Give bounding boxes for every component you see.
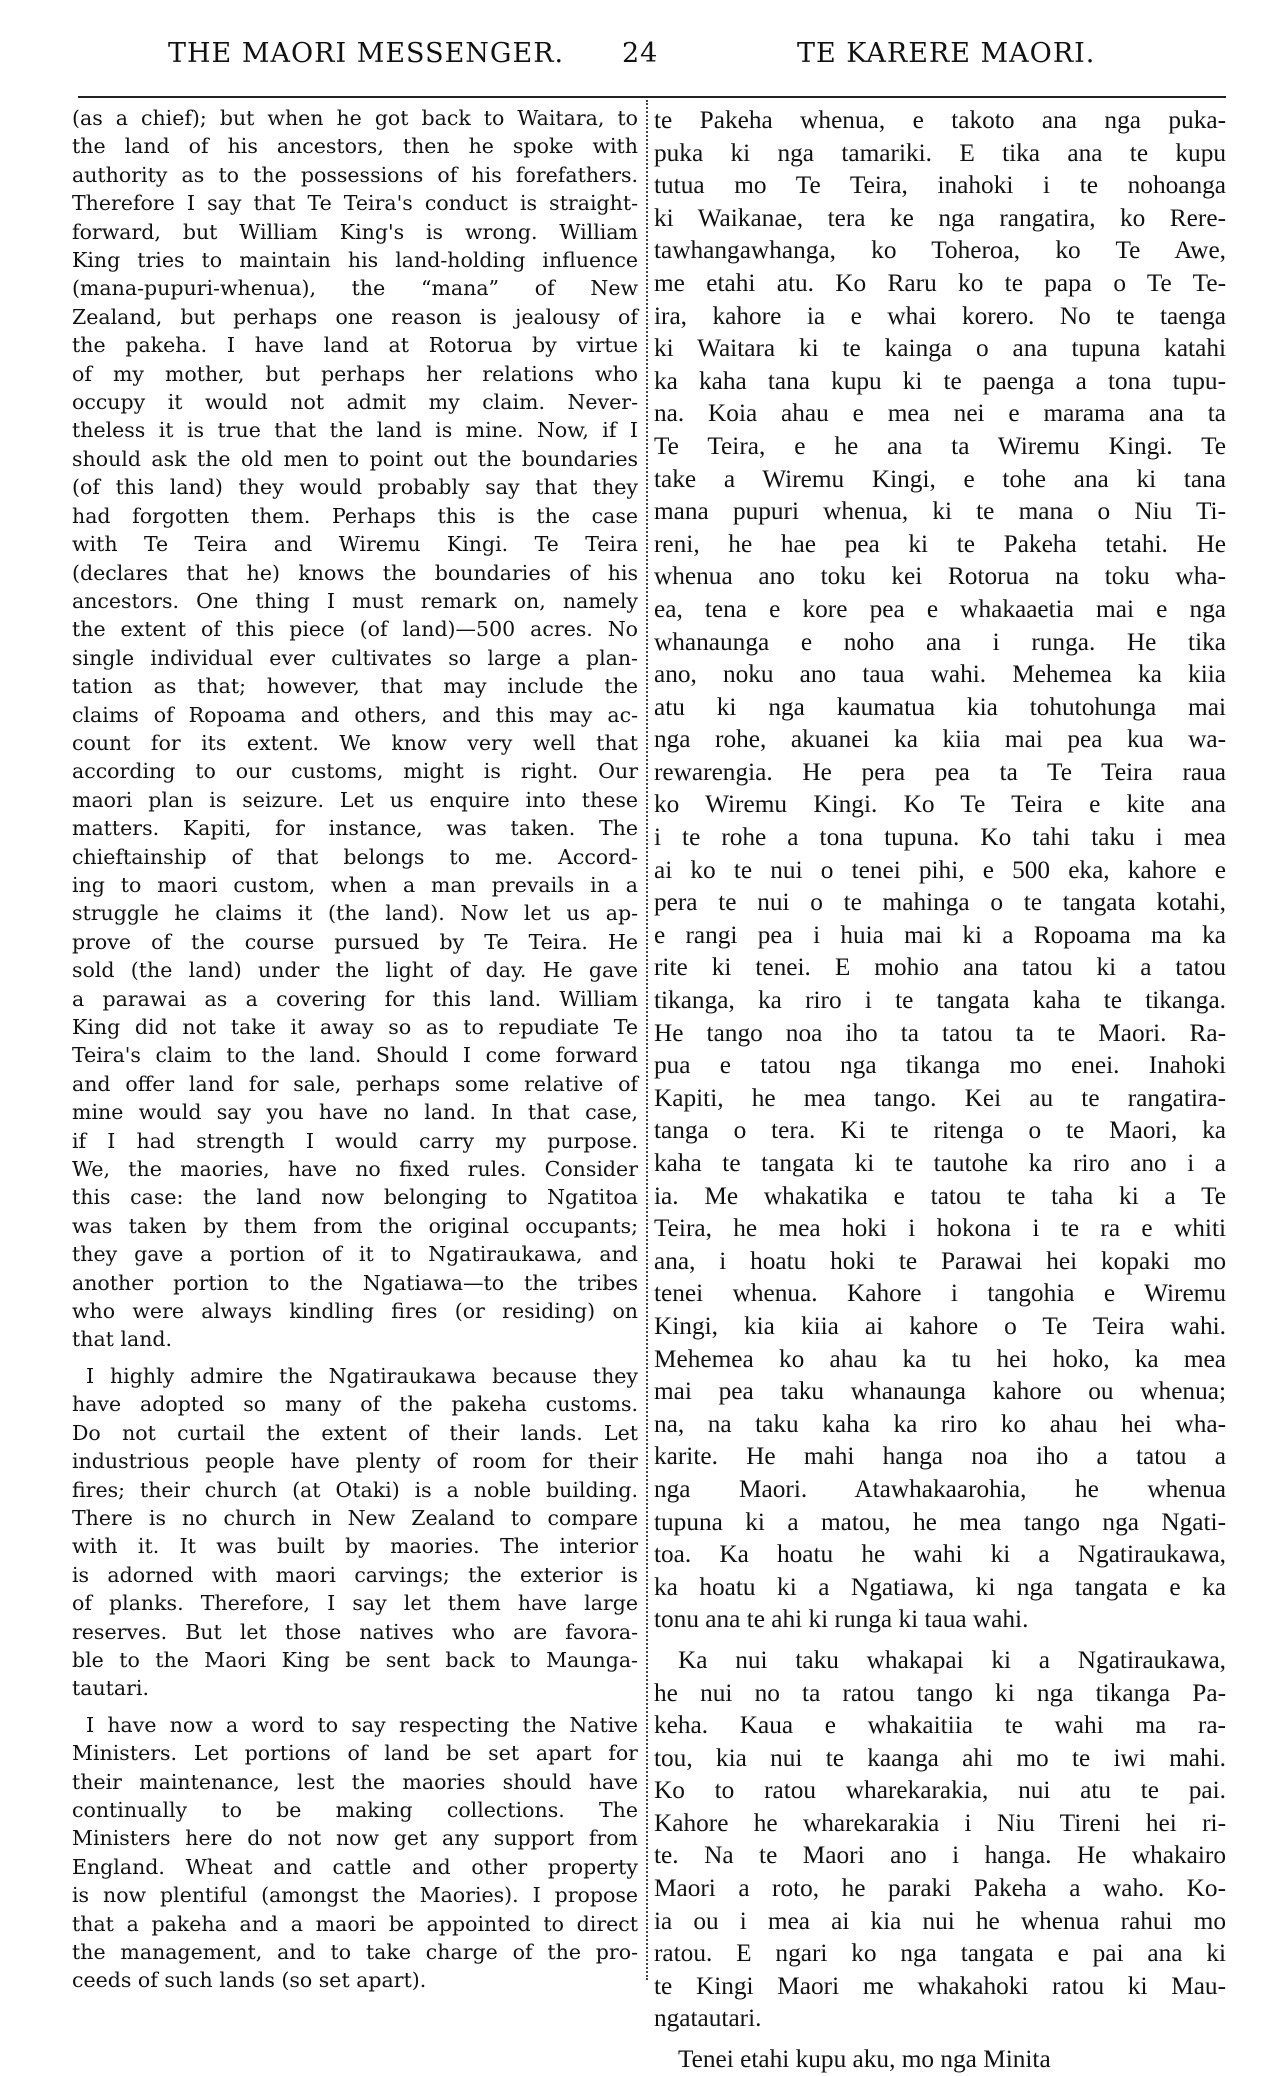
english-text-line: the extent of this piece (of land)—500 acres. No — [72, 617, 638, 642]
english-text-line: claims of Ropoama and others, and this may ac- — [72, 702, 638, 727]
english-paragraph — [72, 1362, 638, 1703]
maori-text-line: tou, kia nui te kaanga ahi mo te iwi mahi. — [654, 1743, 1226, 1772]
english-text-line: Ministers. Let portions of land be set apart for — [72, 1741, 638, 1766]
maori-paragraph — [654, 2043, 1226, 2076]
english-column — [72, 104, 638, 1993]
maori-text-line: tanga o tera. Ki te ritenga o te Maori, ka — [654, 1116, 1226, 1145]
english-text-line: matters. Kapiti, for instance, was taken. The — [72, 816, 638, 841]
maori-text-line: mana pupuri whenua, ki te mana o Niu Ti- — [654, 497, 1226, 526]
maori-text-line: toa. Ka hoatu he wahi ki a Ngatiraukawa, — [654, 1540, 1226, 1569]
english-text-line: with it. It was built by maories. The interior — [72, 1534, 638, 1559]
english-text-line: prove of the course pursued by Te Teira. He — [72, 929, 638, 954]
maori-text-line: Ka nui taku whakapai ki a Ngatiraukawa, — [678, 1645, 1226, 1674]
english-text-line: Do not curtail the extent of their lands. Let — [72, 1420, 638, 1445]
english-text-line: Ministers here do not now get any support from — [72, 1826, 638, 1851]
english-text-line: who were always kindling fires (or residing) on — [72, 1299, 638, 1324]
english-text-line: reserves. But let those natives who are favora- — [72, 1619, 638, 1644]
maori-text-line: Kingi, kia kiia ai kahore o Te Teira wahi. — [654, 1311, 1226, 1340]
maori-text-line: kaha te tangata ki te tautohe ka riro ano i a — [654, 1149, 1226, 1177]
english-text-line: King did not take it away so as to repudiate Te — [72, 1015, 638, 1039]
maori-text-line: rite ki tenei. E mohio ana tatou ki a tatou — [654, 953, 1226, 982]
header-rule — [78, 96, 1226, 98]
english-text-line: (mana-pupuri-whenua), the “mana” of New — [72, 276, 638, 301]
english-text-line: the management, and to take charge of the pro- — [72, 1940, 638, 1964]
maori-text-line: na. Koia ahau e mea nei e marama ana ta — [654, 399, 1226, 428]
maori-text-line: tonu ana te ahi ki runga ki taua wahi. — [654, 1605, 1029, 1634]
maori-text-line: nga Maori. Atawhakaarohia, he whenua — [654, 1474, 1226, 1503]
english-text-line: forward, but William King's is wrong. William — [72, 219, 638, 244]
maori-text-line: Ko to ratou wharekarakia, nui atu te pai. — [654, 1776, 1226, 1805]
english-text-line: of planks. Therefore, I say let them have large — [72, 1591, 638, 1616]
maori-text-line: Maori a roto, he paraki Pakeha a waho. Ko- — [654, 1874, 1226, 1903]
english-text-line: industrious people have plenty of room for their — [72, 1449, 638, 1474]
header-english-title: THE MAORI MESSENGER. — [168, 38, 565, 69]
english-text-line: a parawai as a covering for this land. William — [72, 986, 638, 1011]
english-text-line: count for its extent. We know very well that — [72, 730, 638, 755]
english-text-line: tautari. — [72, 1676, 149, 1701]
maori-text-line: puka ki nga tamariki. E tika ana te kupu — [654, 138, 1226, 167]
maori-text-line: He tango noa iho ta tatou ta te Maori. Ra- — [654, 1018, 1226, 1047]
english-text-line: (declares that he) knows the boundaries of his — [72, 560, 638, 585]
english-text-line: Teira's claim to the land. Should I come forward — [72, 1043, 638, 1068]
maori-text-line: tikanga, ka riro i te tangata kaha te tikanga. — [654, 986, 1226, 1015]
english-text-line: I highly admire the Ngatiraukawa because they — [86, 1363, 638, 1388]
english-text-line: single individual ever cultivates so large a plan- — [72, 645, 638, 670]
english-text-line: Zealand, but perhaps one reason is jealousy of — [72, 304, 638, 329]
english-text-line: is now plentiful (amongst the Maories). I propose — [72, 1883, 638, 1908]
maori-text-line: nga rohe, akuanei ka kiia mai pea kua wa- — [654, 725, 1226, 754]
english-text-line: ble to the Maori King be sent back to Maunga- — [72, 1647, 638, 1672]
english-text-line: mine would say you have no land. In that case, — [72, 1100, 638, 1125]
page-number: 24 — [622, 38, 659, 69]
maori-text-line: Kahore he wharekarakia i Niu Tireni hei ri- — [654, 1808, 1226, 1837]
english-text-line: should ask the old men to point out the boundaries — [72, 446, 638, 471]
english-text-line: their maintenance, lest the maories should have — [72, 1769, 638, 1794]
maori-text-line: ia. Me whakatika e tatou te taha ki a Te — [654, 1181, 1226, 1210]
english-text-line: fires; their church (at Otaki) is a noble building. — [72, 1477, 638, 1502]
english-text-line: according to our customs, might is right. Our — [72, 759, 638, 784]
maori-paragraph — [654, 1644, 1226, 2035]
page-header — [0, 38, 1280, 78]
english-text-line: maori plan is seizure. Let us enquire into these — [72, 787, 638, 812]
maori-text-line: Kapiti, he mea tango. Kei au te rangatira- — [654, 1083, 1226, 1112]
english-text-line: they gave a portion of it to Ngatiraukawa, and — [72, 1242, 638, 1267]
english-text-line: (of this land) they would probably say that they — [72, 475, 638, 500]
english-text-line: struggle he claims it (the land). Now let us ap- — [72, 901, 638, 926]
english-paragraph — [72, 1711, 638, 1995]
maori-text-line: ratou. E ngari ko nga tangata e pai ana ki — [654, 1939, 1226, 1968]
maori-text-line: tenei whenua. Kahore i tangohia e Wiremu — [654, 1279, 1226, 1308]
maori-text-line: rewarengia. He pera pea ta Te Teira raua — [654, 757, 1226, 786]
maori-text-line: pera te nui o te mahinga o te tangata kotahi, — [654, 888, 1226, 917]
english-text-line: ceeds of such lands (so set apart). — [72, 1968, 427, 1993]
maori-text-line: tawhangawhanga, ko Toheroa, ko Te Awe, — [654, 236, 1226, 265]
maori-text-line: te Kingi Maori me whakahoki ratou ki Mau- — [654, 1971, 1226, 2000]
maori-text-line: te. Na te Maori ano i hanga. He whakairo — [654, 1841, 1226, 1870]
english-text-line: authority as to the possessions of his forefathers. — [72, 162, 638, 187]
english-text-line: had forgotten them. Perhaps this is the case — [72, 503, 638, 528]
maori-column — [654, 104, 1226, 2074]
maori-text-line: ngatautari. — [654, 2004, 762, 2033]
column-divider — [646, 100, 648, 1980]
english-text-line: We, the maories, have no fixed rules. Consider — [72, 1157, 638, 1182]
english-text-line: ancestors. One thing I must remark on, namely — [72, 588, 638, 613]
english-text-line: another portion to the Ngatiawa—to the tribes — [72, 1270, 638, 1295]
maori-text-line: tupuna ki a matou, he mea tango nga Ngati- — [654, 1507, 1226, 1536]
maori-text-line: ira, kahore ia e whai korero. No te taenga — [654, 301, 1226, 330]
maori-text-line: karite. He mahi hanga noa iho a tatou a — [654, 1442, 1226, 1471]
english-text-line: England. Wheat and cattle and other property — [72, 1854, 638, 1879]
english-text-line: theless it is true that the land is mine. Now, if I — [72, 418, 638, 443]
maori-text-line: tutua mo Te Teira, inahoki i te nohoanga — [654, 171, 1226, 200]
maori-text-line: i te rohe a tona tupuna. Ko tahi taku i mea — [654, 823, 1226, 852]
english-text-line: if I had strength I would carry my purpose. — [72, 1128, 638, 1153]
english-text-line: continually to be making collections. The — [72, 1797, 638, 1822]
english-text-line: ing to maori custom, when a man prevails in a — [72, 872, 638, 897]
maori-text-line: Mehemea ko ahau ka tu hei hoko, ka mea — [654, 1344, 1226, 1373]
english-text-line: was taken by them from the original occupants; — [72, 1213, 638, 1238]
maori-text-line: ea, tena e kore pea e whakaaetia mai e nga — [654, 594, 1226, 623]
english-text-line: that a pakeha and a maori be appointed to direct — [72, 1911, 638, 1936]
maori-text-line: ano, noku ano taua wahi. Mehemea ka kiia — [654, 660, 1226, 689]
maori-text-line: Te Teira, e he ana ta Wiremu Kingi. Te — [654, 431, 1226, 460]
maori-text-line: ana, i hoatu hoki te Parawai hei kopaki mo — [654, 1246, 1226, 1275]
maori-text-line: keha. Kaua e whakaitiia te wahi ma ra- — [654, 1711, 1226, 1740]
english-text-line: There is no church in New Zealand to compare — [72, 1505, 638, 1530]
maori-text-line: ki Waitara ki te kainga o ana tupuna katahi — [654, 334, 1226, 363]
english-paragraph — [72, 104, 638, 1354]
english-text-line: I have now a word to say respecting the Native — [86, 1712, 638, 1737]
maori-text-line: ai ko te nui o tenei pihi, e 500 eka, kahore e — [654, 855, 1226, 884]
maori-text-line: take a Wiremu Kingi, e tohe ana ki tana — [654, 464, 1226, 493]
english-text-line: this case: the land now belonging to Ngatitoa — [72, 1185, 638, 1210]
maori-text-line: whanaunga e noho ana i runga. He tika — [654, 627, 1226, 656]
maori-text-line: e rangi pea i huia mai ki a Ropoama ma ka — [654, 920, 1226, 949]
maori-text-line: pua e tatou nga tikanga mo enei. Inahoki — [654, 1051, 1226, 1080]
maori-text-line: ia ou i mea ai kia nui he whenua rahui mo — [654, 1906, 1226, 1935]
english-text-line: that land. — [72, 1327, 173, 1352]
english-text-line: Therefore I say that Te Teira's conduct is straight- — [72, 191, 638, 216]
english-text-line: King tries to maintain his land-holding influence — [72, 248, 638, 273]
maori-text-line: reni, he hae pea ki te Pakeha tetahi. He — [654, 529, 1226, 558]
english-text-line: chieftainship of that belongs to me. Accord- — [72, 844, 638, 869]
english-text-line: occupy it would not admit my claim. Never- — [72, 390, 638, 415]
english-text-line: tation as that; however, that may include the — [72, 674, 638, 699]
maori-text-line: atu ki nga kaumatua kia tohutohunga mai — [654, 692, 1226, 721]
english-text-line: the pakeha. I have land at Rotorua by virtue — [72, 333, 638, 358]
maori-text-line: Tenei etahi kupu aku, mo nga Minita — [678, 2045, 1051, 2074]
english-text-line: and offer land for sale, perhaps some relative of — [72, 1071, 638, 1096]
english-text-line: (as a chief); but when he got back to Waitara, to — [72, 106, 638, 130]
maori-text-line: he nui no ta ratou tango ki nga tikanga Pa- — [654, 1678, 1226, 1707]
maori-text-line: mai pea taku whanaunga kahore ou whenua; — [654, 1377, 1226, 1406]
maori-paragraph — [654, 104, 1226, 1636]
maori-text-line: ka hoatu ki a Ngatiawa, ki nga tangata e ka — [654, 1572, 1226, 1601]
maori-text-line: Teira, he mea hoki i hokona i te ra e whiti — [654, 1214, 1226, 1243]
english-text-line: the land of his ancestors, then he spoke with — [72, 134, 638, 159]
english-text-line: have adopted so many of the pakeha customs. — [72, 1392, 638, 1417]
english-text-line: is adorned with maori carvings; the exterior is — [72, 1562, 638, 1587]
maori-text-line: na, na taku kaha ka riro ko ahau hei wha- — [654, 1409, 1226, 1438]
maori-text-line: ko Wiremu Kingi. Ko Te Teira e kite ana — [654, 790, 1226, 819]
english-text-line: with Te Teira and Wiremu Kingi. Te Teira — [72, 532, 638, 557]
maori-text-line: whenua ano toku kei Rotorua na toku wha- — [654, 562, 1226, 591]
maori-text-line: te Pakeha whenua, e takoto ana nga puka- — [654, 106, 1226, 134]
english-text-line: sold (the land) under the light of day. He gave — [72, 958, 638, 983]
english-text-line: of my mother, but perhaps her relations who — [72, 361, 638, 386]
maori-text-line: ki Waikanae, tera ke nga rangatira, ko Rere- — [654, 203, 1226, 232]
maori-text-line: me etahi atu. Ko Raru ko te papa o Te Te- — [654, 268, 1226, 297]
maori-text-line: ka kaha tana kupu ki te paenga a tona tupu- — [654, 366, 1226, 395]
header-maori-title: TE KARERE MAORI. — [797, 38, 1096, 69]
